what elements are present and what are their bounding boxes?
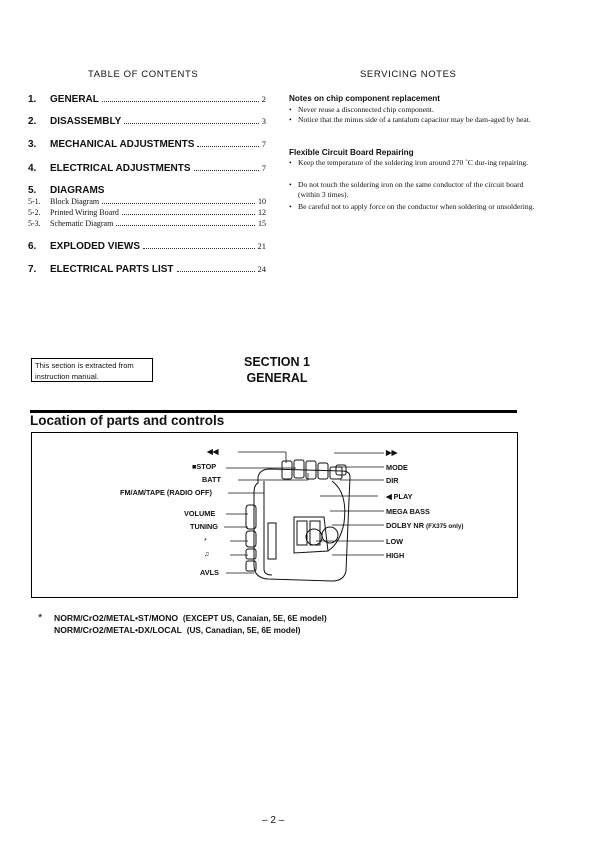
chip-notes-heading: Notes on chip component replacement — [289, 94, 441, 103]
footnote-line-2: NORM/CrO2/METAL•DX/LOCAL (US, Canadian, 5E, 6E model) — [54, 625, 301, 635]
chip-note: • Notice that the minus side of a tantalum capacitor may be dam-aged by heat. — [289, 115, 531, 124]
high-label: HIGH — [386, 551, 405, 560]
flex-note: • Keep the temperature of the soldering iron around 270 ˚C dur-ing repairing. — [289, 158, 529, 167]
section-title: GENERAL — [246, 371, 308, 385]
mode-label: MODE — [386, 463, 408, 472]
rewind-label: ◀◀ — [207, 447, 219, 456]
toc-item: 7. ELECTRICAL PARTS LIST 24 — [28, 264, 266, 275]
chip-note: • Never reuse a disconnected chip component. — [289, 105, 434, 114]
flex-note: • Do not touch the soldering iron on the same conductor of the circuit board (within 3 times). — [289, 180, 524, 200]
flex-note: • Be careful not to apply force on the conductor when soldering or unsoldering. — [289, 202, 535, 211]
toc-item: 3. MECHANICAL ADJUSTMENTS 7 — [28, 139, 266, 150]
fast-forward-label: ▶▶ — [386, 448, 398, 457]
extract-note-box: This section is extracted from instruction manual. — [31, 358, 153, 382]
toc-item: 1. GENERAL 2 — [28, 94, 266, 105]
batt-label: BATT — [202, 475, 221, 484]
flex-board-heading: Flexible Circuit Board Repairing — [289, 148, 414, 157]
toc-subitem: 5-3. Schematic Diagram 15 — [28, 219, 266, 228]
servicing-heading: SERVICING NOTES — [360, 69, 457, 80]
volume-label: VOLUME — [184, 509, 216, 518]
fm-am-tape-label: FM/AM/TAPE (RADIO OFF) — [120, 488, 212, 497]
toc-subitem: 5-2. Printed Wiring Board 12 — [28, 208, 266, 217]
section-number: SECTION 1 — [244, 355, 310, 369]
dolby-model-note: (FX375 only) — [426, 523, 464, 530]
toc-item: 4. ELECTRICAL ADJUSTMENTS 7 — [28, 163, 266, 174]
dolby-nr-label: DOLBY NR (FX375 only) — [386, 521, 464, 530]
asterisk-label: * — [204, 536, 207, 545]
play-label: ◀ PLAY — [386, 492, 413, 501]
footnote-line-1: NORM/CrO2/METAL•ST/MONO (EXCEPT US, Canaian, 5E, 6E model) — [54, 613, 327, 623]
stop-label: ■STOP — [192, 462, 217, 471]
toc-item: 5. DIAGRAMS — [28, 185, 105, 196]
controls-diagram — [31, 432, 518, 598]
low-label: LOW — [386, 537, 404, 546]
toc-subitem: 5-1. Block Diagram 10 — [28, 197, 266, 206]
toc-heading: TABLE OF CONTENTS — [88, 69, 199, 80]
page-number: – 2 – — [262, 815, 285, 826]
avls-label: AVLS — [200, 568, 219, 577]
toc-item: 2. DISASSEMBLY 3 — [28, 116, 266, 127]
tuning-label: TUNING — [190, 522, 218, 531]
toc-item: 6. EXPLODED VIEWS 21 — [28, 241, 266, 252]
cassette-player-illustration — [32, 433, 517, 597]
headphones-icon: ♫ — [204, 549, 210, 558]
location-title: Location of parts and controls — [30, 413, 225, 428]
dir-label: DIR — [386, 476, 399, 485]
footnote-asterisk: * — [38, 612, 43, 624]
mega-bass-label: MEGA BASS — [386, 507, 430, 516]
